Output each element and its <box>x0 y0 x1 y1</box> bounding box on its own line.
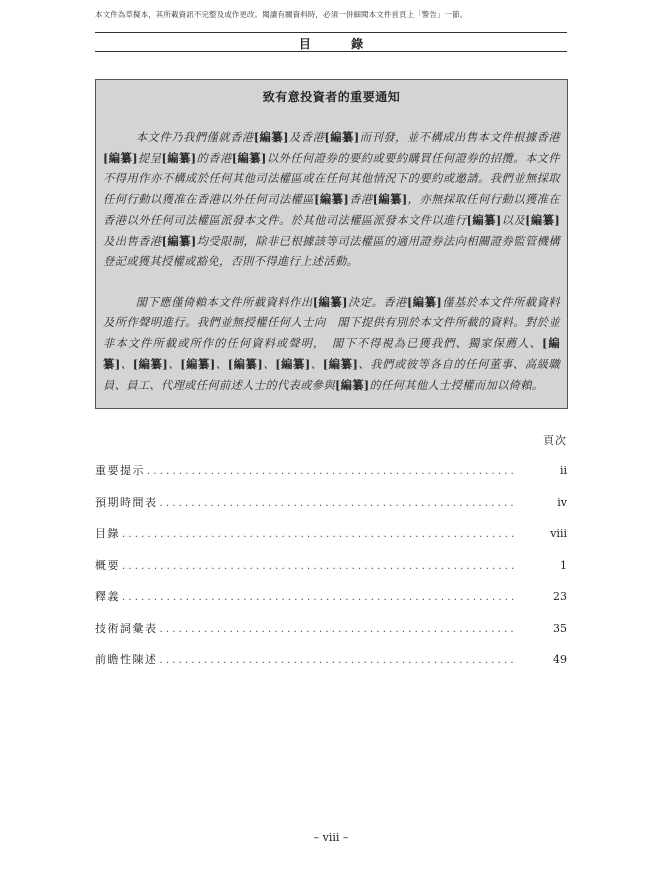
redacted-placeholder: [編纂] <box>231 151 267 165</box>
notice-paragraph-1 <box>103 127 560 272</box>
notice-text-run: 均受限制，除非已根據該等司法權區的適用證券法向相關證券監管機構登記或獲其授權或豁免，否則不得進行上述活動。 <box>103 235 560 268</box>
toc-entry-page: 1 <box>560 558 567 572</box>
toc-entry[interactable] <box>95 588 567 620</box>
notice-text-run: 的任何其他人士授權而加以倚賴。 <box>369 379 544 392</box>
redacted-placeholder: [編纂] <box>227 357 264 371</box>
toc-entry-label: 重要提示 <box>95 464 145 477</box>
redacted-placeholder: [編纂] <box>180 357 216 371</box>
redacted-placeholder: [編纂] <box>161 151 197 165</box>
redacted-placeholder: [編纂] <box>275 357 311 371</box>
redacted-placeholder: [編纂] <box>132 357 169 371</box>
notice-paragraph-2 <box>103 292 560 396</box>
important-notice-box <box>95 79 568 409</box>
page-title-bar <box>95 32 567 52</box>
draft-warning-note: 本文件為草擬本，其所載資訊不完整及或作更改。閱讀有關資料時，必須一併細閱本文件首頁上「警告」一節。 <box>95 10 468 19</box>
notice-text-run: 、 <box>120 358 133 371</box>
toc-entry[interactable] <box>95 620 567 652</box>
toc-entry-label: 概要 <box>95 558 120 572</box>
redacted-placeholder: [編纂] <box>324 130 360 144</box>
notice-text-run: 及香港 <box>288 131 325 144</box>
redacted-placeholder: [編纂] <box>103 151 138 165</box>
toc-leader-dots <box>147 466 515 477</box>
notice-text-run: 以外任何證券的要約或要約購買任何證券的招攬。本文件不得用作亦不構成於任何其他司法權區或在任何其他情況下的要約或邀請。我們並無採取任何行動以獲准在香港以外任何司法權區 <box>103 152 561 206</box>
toc-entry-label: 預期時間表 <box>95 495 158 509</box>
notice-text-run: 、 <box>263 358 276 371</box>
page-column-header: 頁次 <box>543 434 567 447</box>
notice-text-run: 提呈 <box>137 152 162 165</box>
redacted-placeholder: [編纂] <box>312 295 348 309</box>
notice-text-run: 僅基於本文件所載資料及所作聲明進行。我們並無授權任何人士向 閣下提供有別於本文件所載的資料。對於並非本文件所載或所作的任何資料或聲明， 閣下不得視為已獲我們、獨家保薦人、 <box>103 296 560 350</box>
toc-entry[interactable] <box>95 494 567 526</box>
notice-text-run: ，亦無採取任何行動以獲准在香港以外任何司法權區派發本文件。於其他司法權區派發本文件以進行 <box>103 193 561 227</box>
redacted-placeholder: [編纂] <box>466 213 502 227</box>
toc-leader-dots <box>160 624 516 635</box>
toc-entry-page: 49 <box>553 653 567 666</box>
table-of-contents <box>95 462 567 683</box>
notice-text-run: 、 <box>168 358 181 371</box>
toc-leader-dots <box>122 592 515 603</box>
notice-text-run: 及出售香港 <box>103 235 162 248</box>
page-number-footer: – viii – <box>313 831 349 844</box>
toc-entry-label: 目錄 <box>95 527 120 540</box>
redacted-placeholder: [編纂] <box>372 192 408 206</box>
redacted-placeholder: [編纂] <box>161 234 197 248</box>
toc-entry-page: iv <box>557 495 567 509</box>
toc-entry[interactable] <box>95 651 567 683</box>
toc-entry[interactable] <box>95 525 567 557</box>
toc-entry-label: 前瞻性陳述 <box>95 653 158 666</box>
notice-text-run: 本文件乃我們僅就香港 <box>135 131 254 144</box>
notice-text-run: 決定。香港 <box>347 296 407 309</box>
toc-leader-dots <box>160 498 516 509</box>
notice-text-run: 、 <box>310 358 323 371</box>
toc-leader-dots <box>160 655 516 666</box>
redacted-placeholder: [編纂] <box>334 378 370 392</box>
notice-text-run: 香港 <box>349 193 373 206</box>
toc-entry-page: ii <box>559 464 567 477</box>
notice-text-run: 而刊發，並不構成出售本文件根據香港 <box>359 131 561 144</box>
toc-entry-label: 釋義 <box>95 590 120 603</box>
notice-text-run: 、 <box>215 358 228 371</box>
notice-title: 致有意投資者的重要通知 <box>262 90 401 104</box>
page-title: 目 錄 <box>298 37 382 51</box>
toc-entry-label: 技術詞彙表 <box>95 621 158 635</box>
toc-leader-dots <box>122 561 515 572</box>
redacted-placeholder: [編纂] <box>314 192 350 206</box>
redacted-placeholder: [編纂] <box>103 336 560 371</box>
toc-entry-page: 35 <box>553 621 567 635</box>
redacted-placeholder: [編纂] <box>322 357 359 371</box>
redacted-placeholder: [編纂] <box>253 130 289 144</box>
notice-text-run: 、我們或彼等各自的任何董事、高級職員、員工、代理或任何前述人士的代表或參與 <box>103 358 561 392</box>
toc-entry[interactable] <box>95 462 567 494</box>
toc-entry-page: viii <box>550 527 567 540</box>
redacted-placeholder: [編纂] <box>406 295 443 309</box>
notice-text-run: 以及 <box>501 214 526 227</box>
toc-entry-page: 23 <box>553 590 567 603</box>
toc-leader-dots <box>122 529 515 540</box>
notice-text-run: 的香港 <box>196 152 232 165</box>
redacted-placeholder: [編纂] <box>525 213 560 227</box>
toc-entry[interactable] <box>95 557 567 589</box>
notice-text-run: 閣下應僅倚賴本文件所載資料作出 <box>135 296 313 309</box>
